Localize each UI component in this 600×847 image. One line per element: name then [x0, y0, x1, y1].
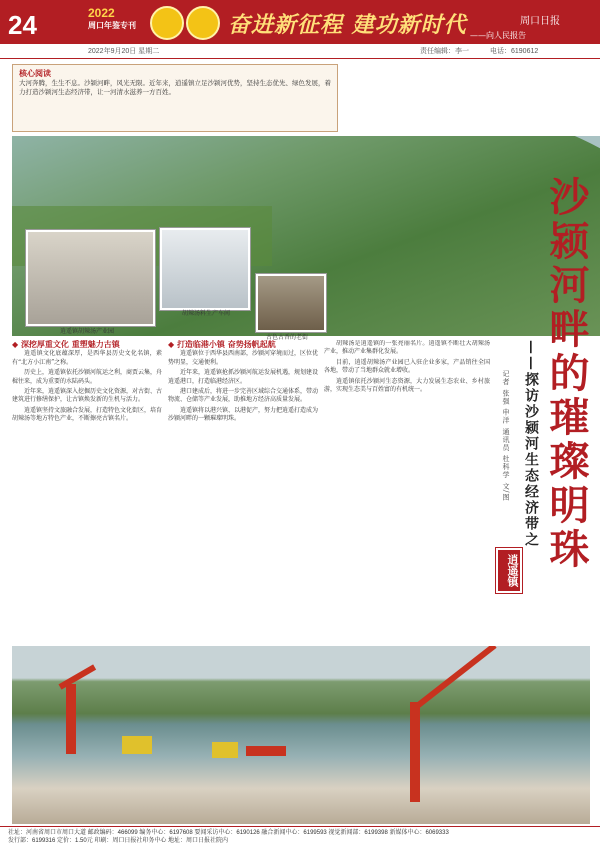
- old-street-photo: [256, 274, 326, 332]
- paragraph: 逍遥镇依托沙颍河生态资源，大力发展生态农业、乡村旅游，实现生态美与百姓富的有机统一。: [324, 377, 490, 394]
- page-number: 24: [8, 10, 37, 40]
- paragraph: 逍遥镇坚持文旅融合发展，打造特色文化街区，培育胡辣汤等地方特色产业，不断擦亮古镇名片。: [12, 406, 162, 423]
- issue-date: 2022年9月20日 星期二: [88, 48, 160, 55]
- summary-box: [12, 64, 338, 132]
- caption-3: 古色古香的老街: [266, 335, 309, 341]
- paragraph: 胡辣汤是逍遥镇的一张亮丽名片。逍遥镇不断壮大胡辣汤产业，推动产业集群化发展。: [324, 340, 490, 356]
- crane-icon: [66, 684, 76, 754]
- section-heading-2: ◆ 打造临港小镇 奋势扬帆起航: [168, 340, 276, 349]
- caption-2: 胡辣汤料生产车间: [182, 311, 231, 317]
- year-label: 2022: [88, 6, 115, 20]
- crane-arm: [414, 646, 496, 709]
- crane-arm: [59, 664, 97, 689]
- newspaper-name: 周口日报: [520, 16, 560, 27]
- sub-bar: [0, 44, 600, 59]
- article-column-2: [168, 340, 318, 640]
- year-badge: [88, 6, 136, 31]
- national-emblem-icon: [150, 6, 184, 40]
- byline: 记者 张强 申洋 通讯员 杜科学 文/图: [502, 370, 510, 502]
- slogan: 奋进新征程 建功新时代: [228, 12, 467, 38]
- paragraph: 历史上，逍遥镇依托沙颍河航运之利，商贾云集，舟楫往来，成为重要的水陆码头。: [12, 369, 162, 385]
- excavator-icon: [122, 736, 152, 754]
- tagline: ——向人民报告: [470, 31, 526, 40]
- section-heading-1: ◆ 深挖厚重文化 重塑魅力古镇: [12, 340, 120, 349]
- workshop-photo: [160, 228, 250, 310]
- paragraph: 逍遥镇文化底蕴深厚，是西华县历史文化名镇，素有“北方小江南”之称。: [12, 350, 162, 366]
- footer-line-2: 发行部：6199316 定价：1.50元 印刷：周口日报社印务中心 地址：周口日报社院内: [8, 838, 229, 844]
- footer: [0, 826, 600, 847]
- article-column-3: [324, 340, 490, 640]
- summary-text: 大河奔腾，生生不息。沙颍河畔，风光无限。近年来，逍遥镇立足沙颍河优势，坚持生态优先、绿色发展，着力打造沙颍河生态经济带，让一河清水滋养一方百姓。: [19, 79, 331, 96]
- caption-1: 逍遥镇胡辣汤产业园: [60, 329, 115, 335]
- truck-icon: [246, 746, 286, 756]
- editor-phone: 电话：6190612: [490, 48, 539, 55]
- paragraph: 逍遥镇位于西华县西南部，沙颍河穿境而过，区位优势明显，交通便利。: [168, 350, 318, 366]
- party-emblem-icon: [186, 6, 220, 40]
- year-sub: 周口年鉴专刊: [88, 21, 136, 30]
- location-tag: 逍遥镇: [496, 548, 522, 593]
- port-photo: [12, 646, 590, 824]
- masthead: [0, 0, 600, 44]
- article-column-1: [12, 340, 162, 640]
- paragraph: 目前，逍遥胡辣汤产业园已入驻企业多家，产品销往全国各地，带动了当地群众就业增收。: [324, 358, 490, 375]
- paragraph: 逍遥镇将以港兴镇、以港促产，努力把逍遥打造成为沙颍河畔的一颗璀璨明珠。: [168, 406, 318, 423]
- crane-icon: [410, 702, 420, 802]
- headline: 沙颍河畔的璀璨明珠: [543, 176, 590, 572]
- subheadline: ——探访沙颍河生态经济带之: [523, 340, 539, 548]
- paragraph: 近年来，逍遥镇深入挖掘历史文化资源，对古街、古建筑进行修缮保护，让古镇焕发新的生机与活力。: [12, 388, 162, 404]
- paragraph: 近年来，逍遥镇抢抓沙颍河航运发展机遇，规划建设逍遥港口，打造临港经济区。: [168, 369, 318, 385]
- editor: 责任编辑：李一: [420, 48, 469, 55]
- summary-label: 核心阅读: [19, 68, 51, 78]
- excavator-icon: [212, 742, 238, 758]
- paragraph: 港口建成后，将进一步完善区域综合交通体系，带动物流、仓储等产业发展，助推地方经济高质量发展。: [168, 388, 318, 404]
- factory-photo: [26, 230, 155, 326]
- footer-line-1: 社址：河南省周口市周口大道 邮政编码：466099 编务中心：6197608 要闻采访中心：6190126 融合新闻中心：6199593 视觉新闻部：6199398 新媒体中心：6069333: [8, 830, 449, 836]
